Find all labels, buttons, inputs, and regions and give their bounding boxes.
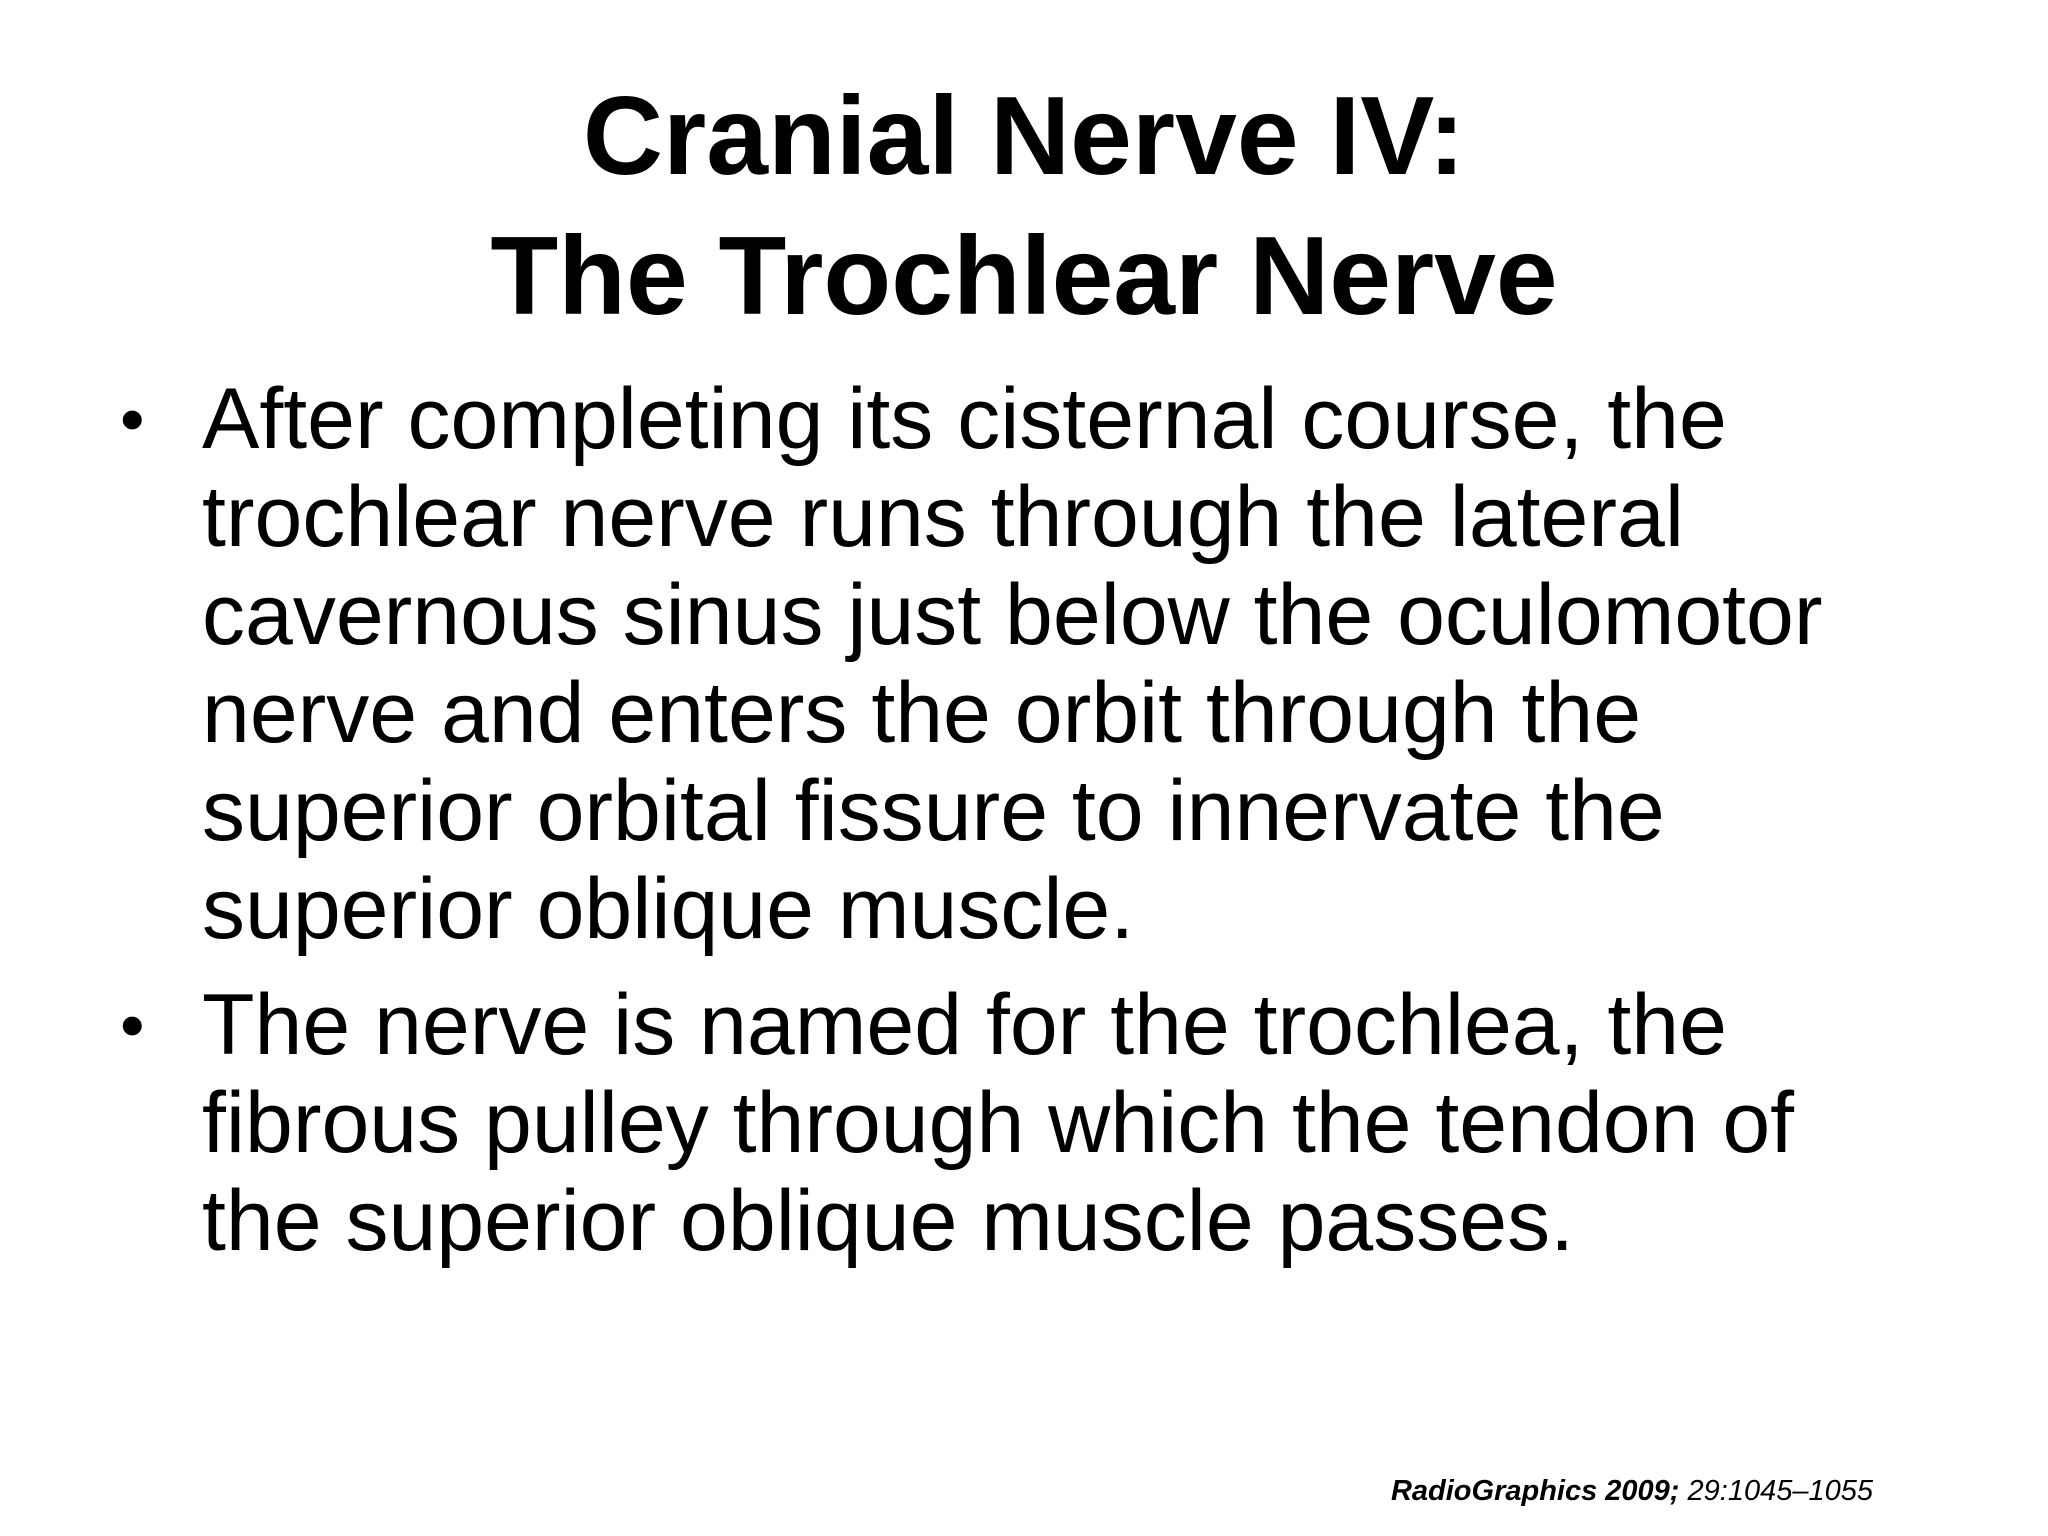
citation: [1391, 1475, 1873, 1508]
bullet-1-line-6: superior oblique muscle.: [202, 861, 1135, 957]
bullet-item-2: [120, 976, 1980, 1270]
bullet-2-line-2: fibrous pulley through which the tendon of: [202, 1075, 1795, 1171]
bullet-1-line-1: After completing its cisternal course, the: [202, 371, 1727, 467]
bullet-1-line-4: nerve and enters the orbit through the: [202, 665, 1642, 761]
bullet-text-1: [202, 370, 1980, 958]
bullet-2-line-3: the superior oblique muscle passes.: [202, 1173, 1574, 1269]
citation-reference: 29:1045–1055: [1687, 1475, 1873, 1507]
bullet-icon: •: [120, 380, 145, 458]
title-line-2: The Trochlear Nerve: [490, 214, 1558, 338]
bullet-list: [120, 370, 1980, 1288]
bullet-1-line-2: trochlear nerve runs through the lateral: [202, 469, 1684, 565]
bullet-1-line-3: cavernous sinus just below the oculomotor: [202, 567, 1823, 663]
slide-title: [0, 66, 2048, 346]
bullet-icon: •: [120, 986, 145, 1064]
bullet-2-line-1: The nerve is named for the trochlea, the: [202, 977, 1727, 1073]
bullet-item-1: [120, 370, 1980, 958]
bullet-text-2: [202, 976, 1980, 1270]
title-line-1: Cranial Nerve IV:: [582, 74, 1466, 198]
bullet-1-line-5: superior orbital fissure to innervate the: [202, 763, 1665, 859]
citation-source: RadioGraphics 2009;: [1390, 1475, 1680, 1507]
